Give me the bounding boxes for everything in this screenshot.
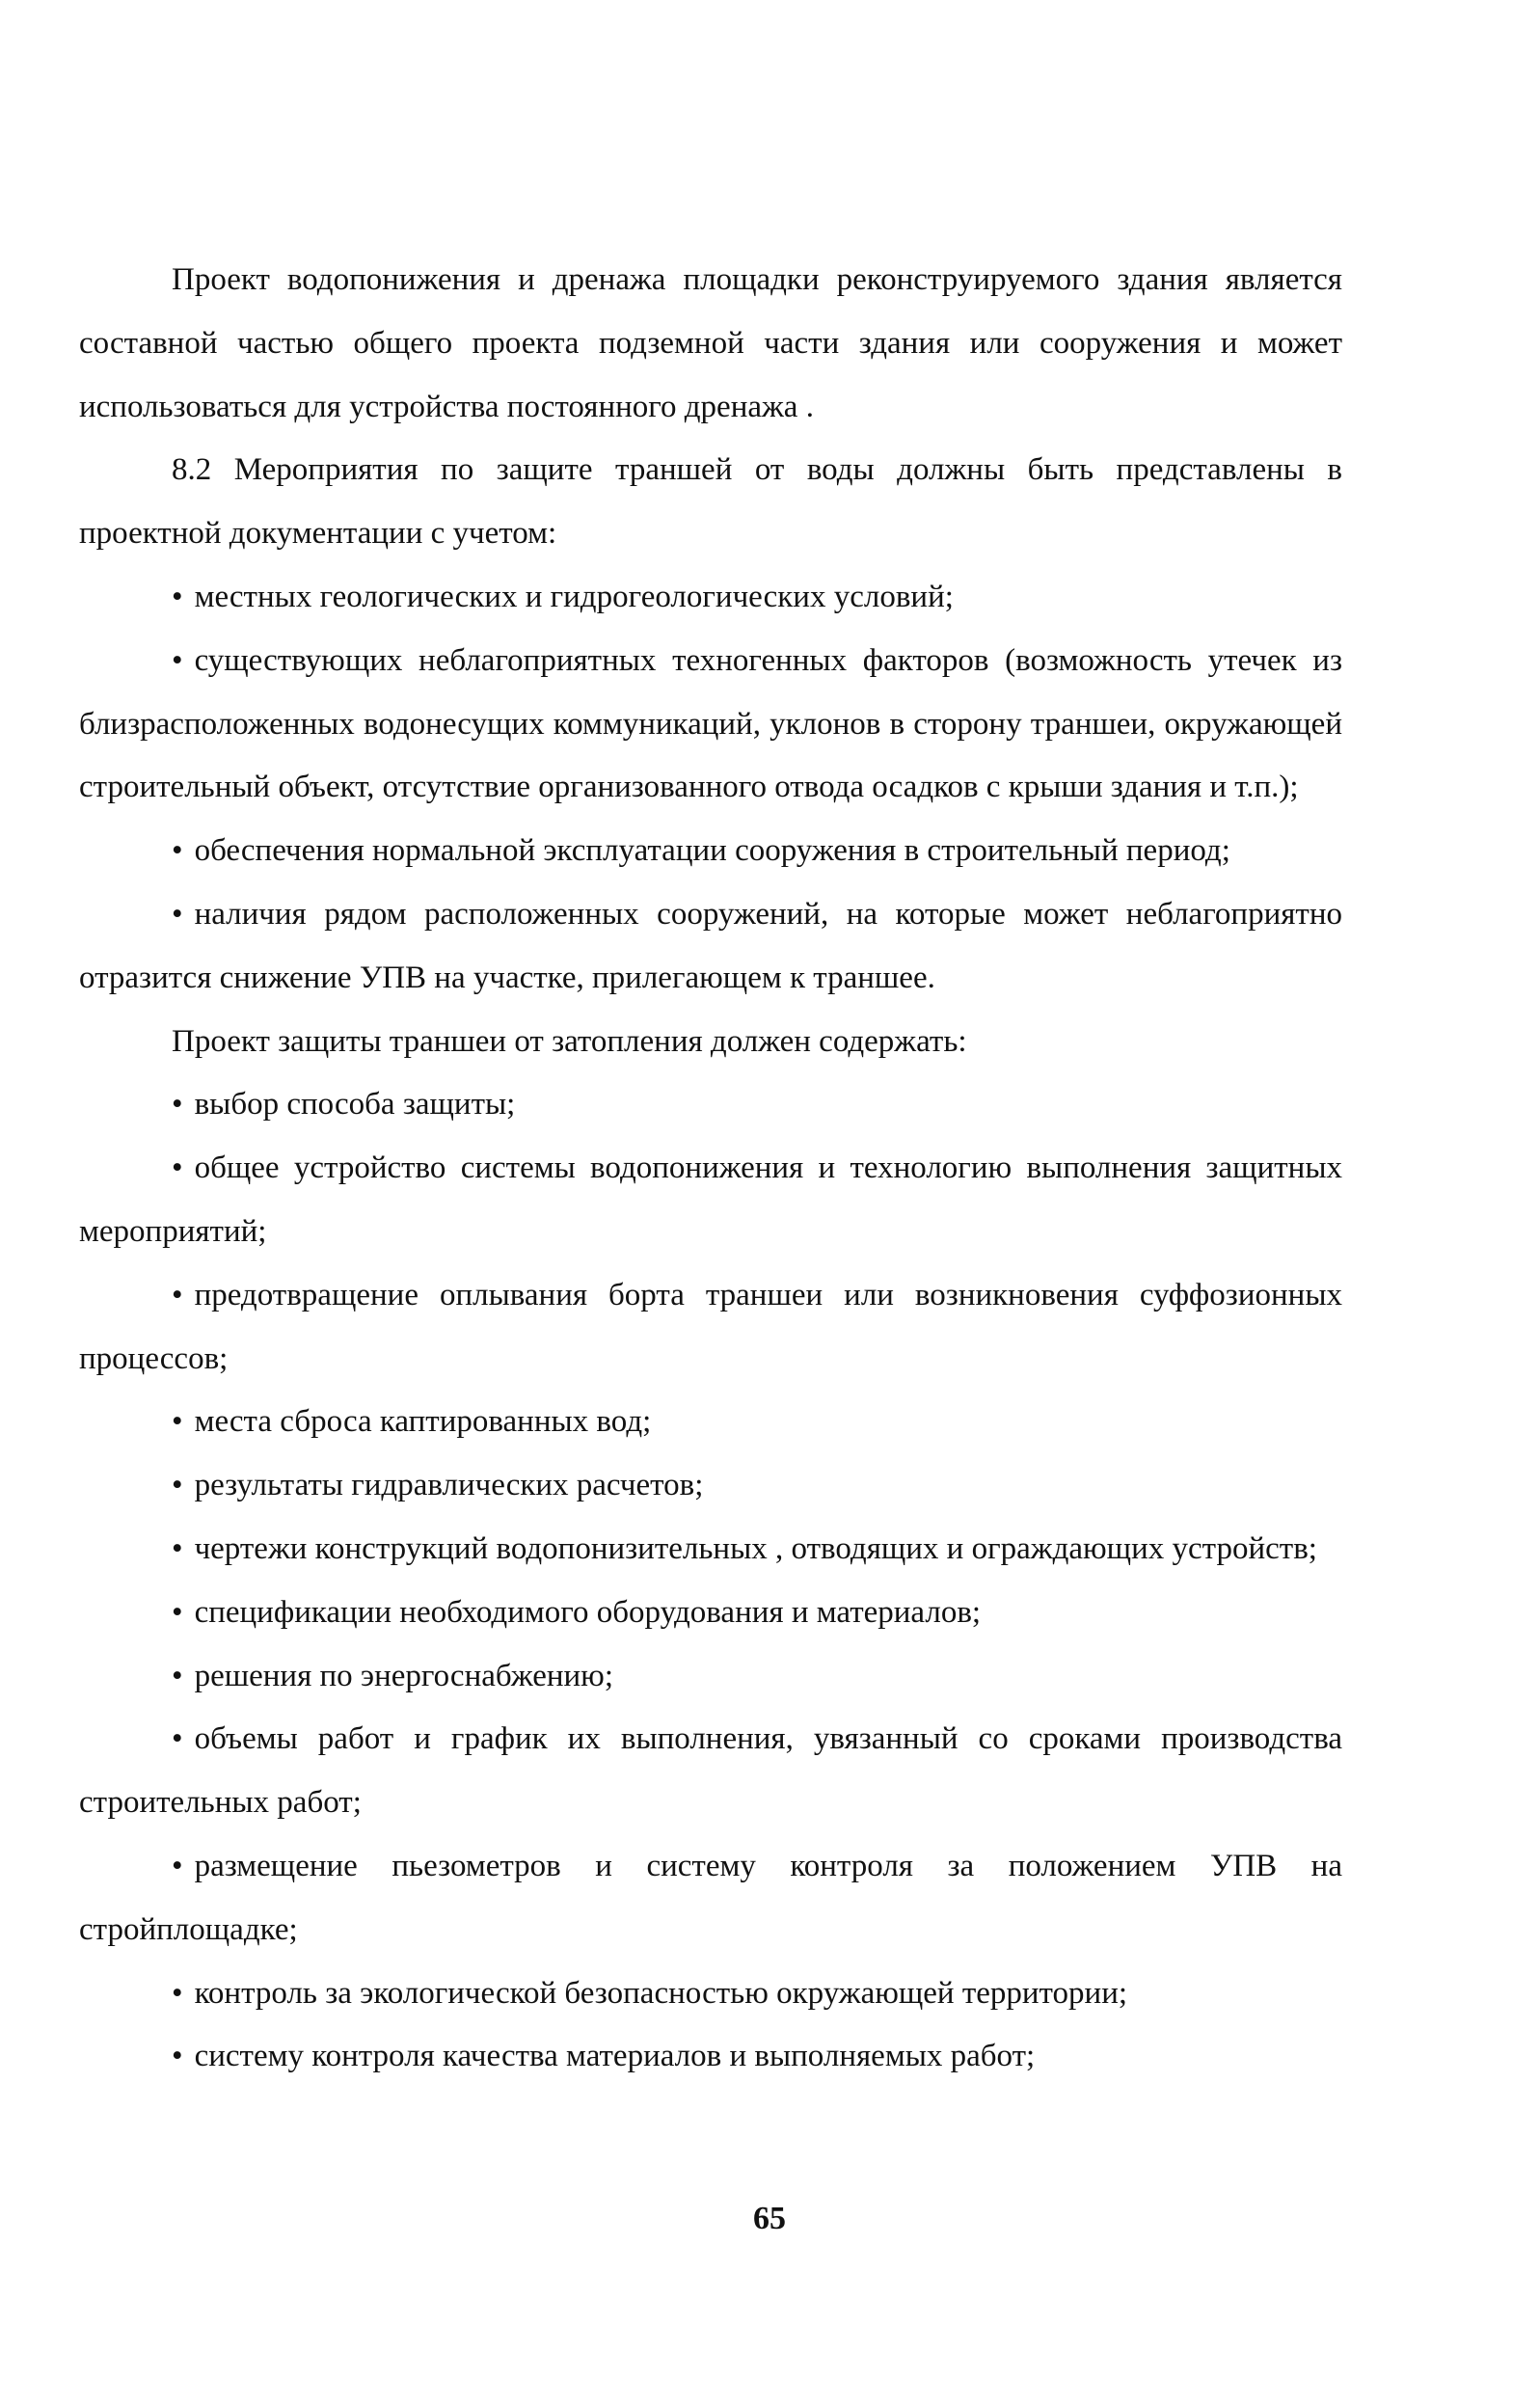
list-item-project-content	[79, 1582, 1342, 1645]
list-item-text: места сброса каптированных вод;	[194, 1404, 652, 1440]
bullet-icon: •	[172, 1975, 183, 2011]
list-item-text: объемы работ и график их выполнения, увязанный со сроками производства строительных работ;	[79, 1721, 1342, 1821]
list-item-condition	[79, 630, 1342, 820]
list-item-condition	[79, 820, 1342, 883]
list-item-text: спецификации необходимого оборудования и материалов;	[194, 1594, 982, 1630]
list-item-text: решения по энергоснабжению;	[194, 1658, 614, 1693]
list-item-text: выбор способа защиты;	[194, 1087, 516, 1123]
list-item-project-content	[79, 1391, 1342, 1454]
paragraph-trench-protection-measures: 8.2 Мероприятия по защите траншей от воды должны быть представлены в проектной документации с учетом:	[79, 452, 1342, 552]
list-item-project-content	[79, 2025, 1342, 2089]
bullet-icon: •	[172, 2039, 183, 2074]
list-item-text: чертежи конструкций водопонизительных , отводящих и ограждающих устройств;	[194, 1530, 1317, 1566]
bullet-icon: •	[172, 1150, 183, 1186]
paragraph-drainage-project: Проект водопонижения и дренажа площадки реконструируемого здания является составной частью общего проекта подземной части здания или сооружения и может использоваться для устройства постоянного дренажа .	[79, 262, 1342, 424]
body-text	[79, 249, 1342, 2089]
list-item-text: обеспечения нормальной эксплуатации сооружения в строительный период;	[194, 833, 1230, 869]
list-item-project-content	[79, 1962, 1342, 2026]
list-item-text: размещение пьезометров и систему контроля за положением УПВ на стройплощадке;	[79, 1848, 1342, 1947]
page-number: 65	[753, 2201, 786, 2236]
list-item-condition	[79, 883, 1342, 1011]
list-item-project-content	[79, 1137, 1342, 1264]
paragraph-project-contents-intro: Проект защиты траншеи от затопления должен содержать:	[172, 1023, 967, 1059]
bullet-icon: •	[172, 1658, 183, 1693]
bullet-icon: •	[172, 1848, 183, 1883]
list-item-project-content	[79, 1708, 1342, 1835]
list-item-project-content	[79, 1645, 1342, 1709]
bullet-icon: •	[172, 1404, 183, 1440]
bullet-icon: •	[172, 1468, 183, 1503]
bullet-icon: •	[172, 579, 183, 614]
bullet-icon: •	[172, 642, 183, 678]
list-item-project-content	[79, 1835, 1342, 1962]
bullet-icon: •	[172, 1721, 183, 1757]
list-item-text: контроль за экологической безопасностью окружающей территории;	[194, 1975, 1128, 2011]
bullet-icon: •	[172, 896, 183, 932]
list-item-text: существующих неблагоприятных техногенных факторов (возможность утечек из близрасположенных водонесущих коммуникаций, уклонов в сторону траншеи, окружающей строительный объект, отсутствие организованного отвода осадков с крыши здания и т.п.);	[79, 642, 1342, 805]
bullet-icon: •	[172, 1277, 183, 1312]
list-item-text: местных геологических и гидрогеологических условий;	[194, 579, 954, 614]
list-item-text: наличия рядом расположенных сооружений, на которые может неблагоприятно отразится снижение УПВ на участке, прилегающем к траншее.	[79, 896, 1342, 995]
list-item-project-content	[79, 1264, 1342, 1392]
list-item-project-content	[79, 1518, 1342, 1582]
list-item-text: систему контроля качества материалов и выполняемых работ;	[194, 2039, 1036, 2074]
bullet-icon: •	[172, 1530, 183, 1566]
list-item-project-content	[79, 1073, 1342, 1137]
list-item-text: результаты гидравлических расчетов;	[194, 1468, 704, 1503]
list-item-text: предотвращение оплывания борта траншеи или возникновения суффозионных процессов;	[79, 1277, 1342, 1376]
bullet-icon: •	[172, 1594, 183, 1630]
list-item-project-content	[79, 1454, 1342, 1518]
bullet-icon: •	[172, 833, 183, 869]
list-item-text: общее устройство системы водопонижения и технологию выполнения защитных мероприятий;	[79, 1150, 1342, 1249]
bullet-icon: •	[172, 1087, 183, 1123]
list-item-condition	[79, 566, 1342, 630]
